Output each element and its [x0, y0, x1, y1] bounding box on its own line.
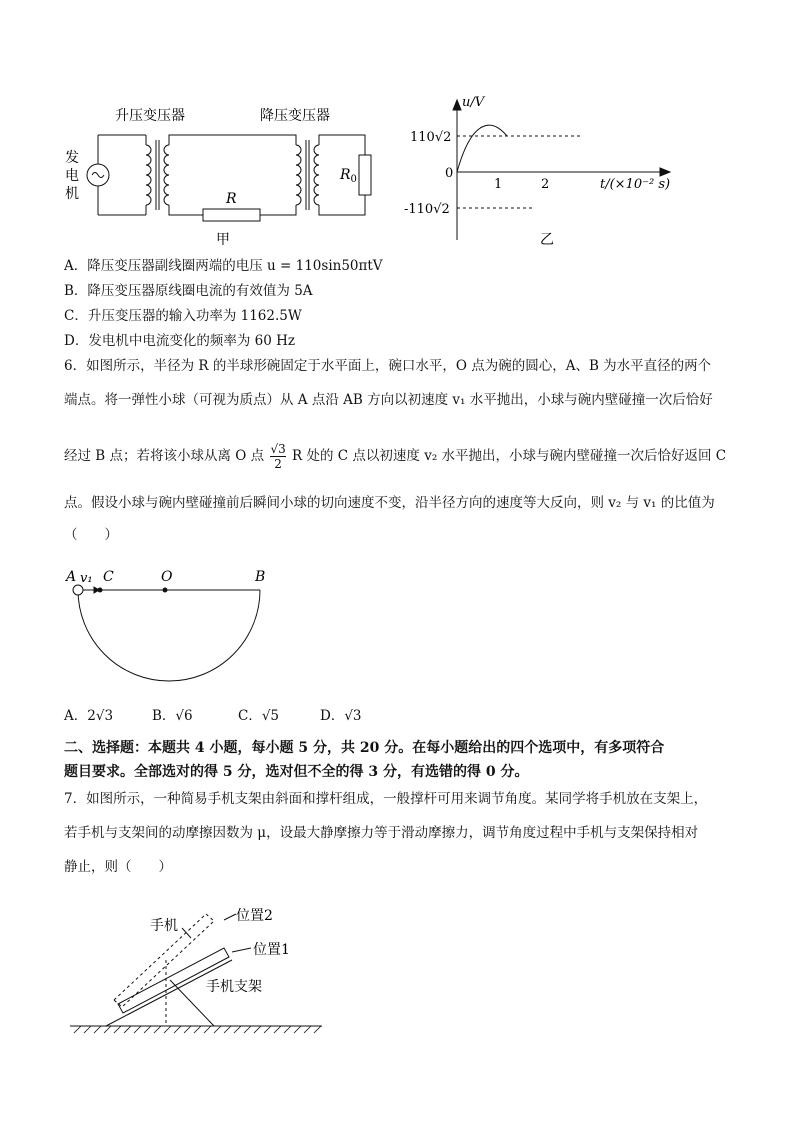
fraction-denominator: 2: [274, 457, 282, 471]
q6-option-d[interactable]: D．√3: [320, 708, 362, 724]
q6-line-1: 6．如图所示，半径为 R 的半球形碗固定于水平面上，碗口水平，O 点为碗的圆心，A、B 为水平直径的两个: [64, 358, 712, 374]
q6-option-c[interactable]: C．√5: [238, 708, 280, 724]
x-axis-label: t/(×10⁻² s): [600, 177, 671, 192]
phone-stand-figure: [66, 900, 326, 1035]
label-a: A: [66, 569, 77, 585]
q6-line-3-end: R 处的 C 点以初速度 v₂ 水平抛出，小球与碗内壁碰撞一次后恰好返回 C: [292, 448, 727, 464]
q6-line-3: [64, 442, 726, 471]
generator-label-3: 机: [65, 186, 79, 202]
label-c: C: [103, 569, 114, 585]
q7-line-1: 7．如图所示，一种简易手机支架由斜面和撑杆组成，一般撑杆可用来调节角度。某同学将手机放在支架上，: [64, 791, 708, 807]
q6-line-3-start: 经过 B 点；若将该小球从离 O 点: [64, 448, 265, 464]
q7-line-3: 静止，则（ ）: [64, 859, 172, 875]
section-2-line-1: 二、选择题：本题共 4 小题，每小题 5 分，共 20 分。在每小题给出的四个选项中，有多项符合: [64, 740, 665, 756]
label-v1: v₁: [80, 571, 93, 586]
q6-line-4: 点。假设小球与碗内壁碰撞前后瞬间小球的切向速度不变，沿半径方向的速度等大反向，则 v₂ 与 v₁ 的比值为: [64, 495, 715, 511]
position-2-label: 位置2: [236, 908, 273, 924]
load-resistor-label: $R_0$: [340, 167, 357, 185]
origin-label: 0: [445, 166, 454, 181]
generator-label-1: 发: [65, 150, 79, 166]
label-b: B: [255, 569, 266, 585]
waveform-caption: 乙: [540, 232, 554, 248]
q6-line-5: （ ）: [64, 527, 118, 543]
step-down-label: 降压变压器: [260, 108, 330, 124]
position-1-label: 位置1: [253, 942, 290, 958]
y-axis-label: u/V: [462, 95, 485, 110]
step-up-label: 升压变压器: [115, 108, 185, 124]
q6-option-b[interactable]: B．√6: [152, 708, 193, 724]
q5-option-b[interactable]: B．降压变压器原线圈电流的有效值为 5A: [64, 283, 313, 299]
q7-line-2: 若手机与支架间的动摩擦因数为 μ，设最大静摩擦力等于滑动摩擦力，调节角度过程中手机与支架保持相对: [64, 825, 699, 841]
section-2-line-2: 题目要求。全部选对的得 5 分，选对但不全的得 3 分，有选错的得 0 分。: [64, 764, 529, 780]
resistor-label: R: [226, 191, 237, 207]
waveform-figure: [400, 90, 680, 250]
q5-option-a[interactable]: A．降压变压器副线圈两端的电压 u = 110sin50πtV: [64, 258, 383, 274]
circuit-figure: [60, 100, 390, 250]
circuit-caption: 甲: [216, 232, 230, 248]
phone-label: 手机: [150, 918, 178, 934]
q6-option-a[interactable]: A．2√3: [64, 708, 114, 724]
q5-option-d[interactable]: D．发电机中电流变化的频率为 60 Hz: [64, 333, 295, 349]
tick-label-1: 1: [494, 177, 503, 192]
point-o: [163, 588, 168, 593]
generator-label-2: 电: [65, 168, 79, 184]
bowl-figure: [60, 565, 280, 690]
q5-option-c[interactable]: C．升压变压器的输入功率为 1162.5W: [64, 308, 302, 324]
label-o: O: [161, 569, 173, 585]
fraction: [270, 442, 285, 471]
sine-wave: [457, 125, 507, 172]
fraction-numerator: √3: [270, 442, 286, 456]
point-c: [98, 588, 103, 593]
tick-label-2: 2: [541, 177, 550, 192]
q6-line-2: 端点。将一弹性小球（可视为质点）从 A 点沿 AB 方向以初速度 v₁ 水平抛出，小球与碗内壁碰撞一次后恰好: [64, 392, 713, 408]
trough-label: -110√2: [404, 202, 450, 217]
peak-label: 110√2: [410, 130, 452, 145]
stand-label: 手机支架: [206, 979, 262, 995]
